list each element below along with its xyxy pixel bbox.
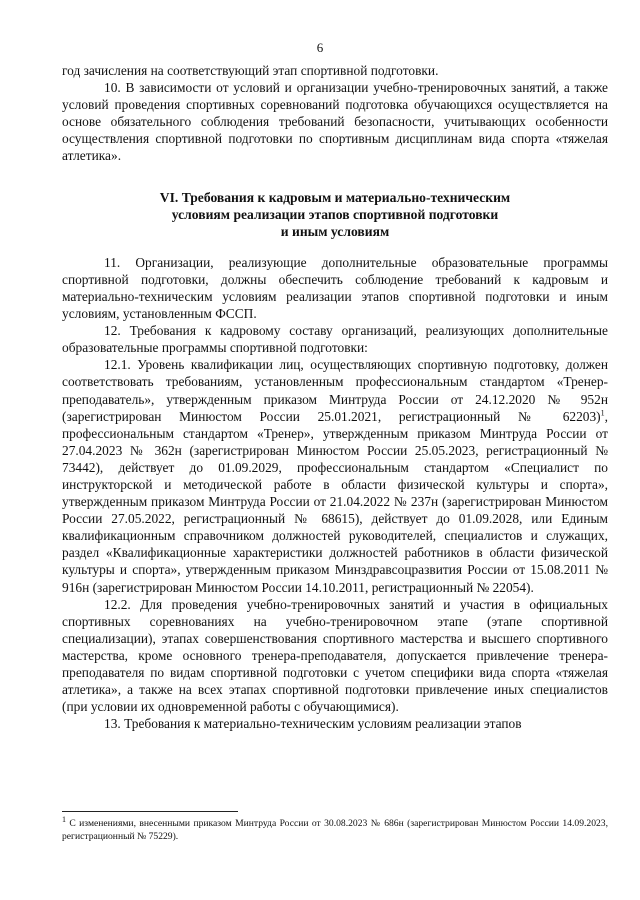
footnote-reference: 1 (600, 408, 605, 418)
section-heading-line-1: VI. Требования к кадровым и материально-техническим (159, 189, 511, 205)
paragraph-11: 11. Организации, реализующие дополнительные образовательные программы спортивной подготовки, должны обеспечить соблюдение требований к кадровым и материально-техническим условиям реализации этапов спортивной подготовки и иным условиям, установленным ФССП. (62, 254, 608, 322)
paragraph-12: 12. Требования к кадровому составу организаций, реализующих дополнительные образовательные программы спортивной подготовки: (62, 323, 608, 356)
paragraph-12-1-text-b: , профессиональным стандартом «Тренер», утвержденным приказом Минтруда России от 27.04.2023 № 362н (зарегистрирован Минюстом России 25.05.2023, регистрационный № 73442), действует до 01.09.2029, профессиональным стандартом «Специалист по инструкторской и методической работе в области физической культуры и спорта», утвержденным приказом Минтруда России от 21.04.2022 № 237н (зарегистрирован Минюстом России 27.05.2022, регистрационный № 68615), действует до 01.09.2028, или Единым квалификационным справочником должностей руководителей, специалистов и служащих, раздел «Квалификационные характеристики должностей работников в области физической культуры и спорта», утвержденным приказом Минздравсоцразвития России от 15.08.2011 № 916н (зарегистрирован Минюстом России 14.10.2011, регистрационный № 22054). (62, 408, 608, 595)
footnote-marker: 1 (62, 814, 66, 824)
paragraph-continuation: год зачисления на соответствующий этап спортивной подготовки. (62, 63, 439, 78)
paragraph-12-1 (62, 356, 608, 595)
paragraph-10: 10. В зависимости от условий и организации учебно-тренировочных занятий, а также условий проведения спортивных соревнований подготовка обучающихся осуществляется на основе обязательного соблюдения требований безопасности, учитывающих особенности осуществления спортивной подготовки по спортивным дисциплинам вида спорта «тяжелая атлетика». (62, 80, 608, 164)
section-heading-line-2: условиям реализации этапов спортивной подготовки (171, 206, 499, 222)
paragraph-12-2: 12.2. Для проведения учебно-тренировочных занятий и участия в официальных спортивных соревнованиях на учебно-тренировочном этапе (этапе спортивной специализации), этапах совершенствования спортивного мастерства и высшего спортивного мастерства, кроме основного тренера-преподавателя, допускается привлечение тренера-преподавателя по видам спортивной подготовки с учетом специфики вида спорта «тяжелая атлетика», а также на всех этапах спортивной подготовки привлечение иных специалистов (при условии их одновременной работы с обучающимися). (62, 596, 608, 715)
paragraph-12-1-text-a: 12.1. Уровень квалификации лиц, осуществляющих спортивную подготовку, должен соответствовать требованиям, установленным профессиональным стандартом «Тренер-преподаватель», утвержденным приказом Минтруда России от 24.12.2020 № 952н (зарегистрирован Минюстом России 25.01.2021, регистрационный № 62203) (62, 357, 608, 424)
section-heading (62, 189, 608, 241)
footnote-text: С изменениями, внесенными приказом Минтруда России от 30.08.2023 № 686н (зарегистрирован Минюстом России 14.09.2023, регистрационный № 75229). (62, 818, 608, 842)
footnote-divider (62, 811, 238, 812)
footnote (62, 814, 608, 843)
paragraph-13: 13. Требования к материально-техническим условиям реализации этапов (104, 716, 522, 732)
document-body (62, 62, 608, 732)
section-heading-line-3: и иным условиям (280, 224, 390, 240)
page-number: 6 (316, 40, 324, 55)
